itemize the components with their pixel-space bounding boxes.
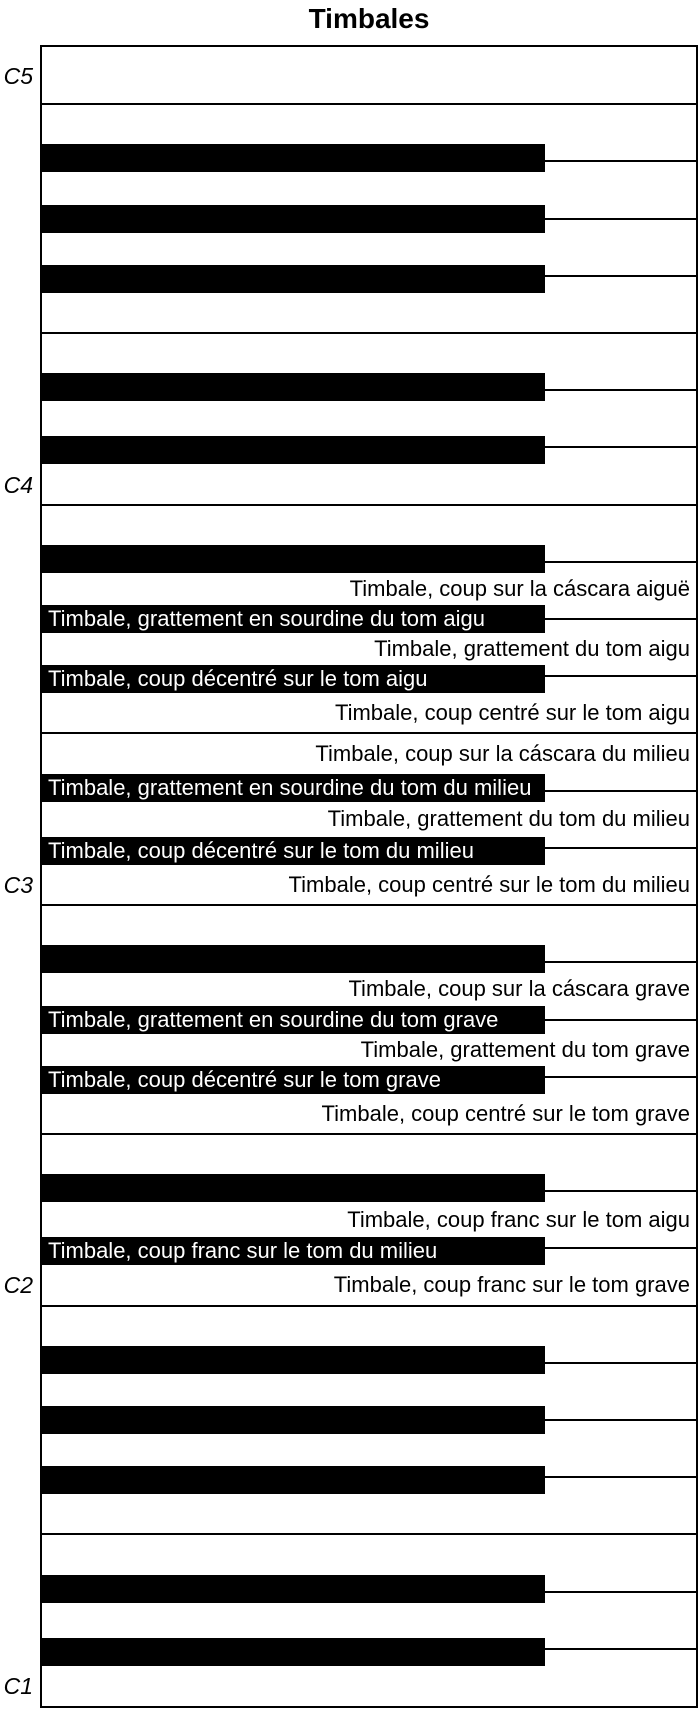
key-A-sharp-3 (40, 545, 545, 573)
key-label-G2: Timbale, grattement du tom grave (360, 1036, 690, 1062)
key-G-sharp-4 (40, 205, 545, 233)
key-C-sharp-1 (40, 1638, 545, 1666)
key-label-D3: Timbale, grattement du tom du milieu (327, 806, 690, 832)
key-C5 (42, 47, 696, 104)
key-label-D-sharp-3: Timbale, grattement en sourdine du tom du milieu (48, 774, 532, 800)
key-C-sharp-2 (40, 1237, 545, 1265)
key-boundary-line (42, 1133, 696, 1135)
key-boundary-line (42, 732, 696, 734)
key-label-G-sharp-3: Timbale, grattement en sourdine du tom aigu (48, 606, 485, 632)
key-boundary-line (42, 504, 696, 506)
key-G-sharp-3 (40, 605, 545, 633)
key-label-C2: Timbale, coup franc sur le tom grave (333, 1272, 690, 1298)
key-label-G3: Timbale, grattement du tom aigu (374, 636, 690, 662)
keyboard-diagram (40, 45, 698, 1708)
key-F-sharp-2 (40, 1066, 545, 1094)
key-label-G-sharp-2: Timbale, grattement en sourdine du tom grave (48, 1006, 499, 1032)
key-label-F-sharp-3: Timbale, coup décentré sur le tom aigu (48, 666, 428, 692)
key-A-sharp-2 (40, 945, 545, 973)
octave-marker-C4: C4 (3, 471, 33, 498)
key-label-C-sharp-2: Timbale, coup franc sur le tom du milieu (48, 1238, 438, 1264)
key-D-sharp-1 (40, 1575, 545, 1603)
key-D-sharp-4 (40, 373, 545, 401)
key-label-F3: Timbale, coup centré sur le tom aigu (334, 700, 690, 726)
key-label-F2: Timbale, coup centré sur le tom grave (321, 1100, 690, 1126)
octave-marker-C1: C1 (3, 1672, 33, 1699)
key-F-sharp-4 (40, 265, 545, 293)
key-label-F-sharp-2: Timbale, coup décentré sur le tom grave (48, 1066, 441, 1092)
key-boundary-line (42, 904, 696, 906)
key-F-sharp-3 (40, 665, 545, 693)
octave-marker-C2: C2 (3, 1272, 33, 1299)
key-A-sharp-1 (40, 1346, 545, 1374)
figure-title: Timbales (308, 3, 430, 34)
octave-marker-C5: C5 (3, 62, 33, 89)
key-boundary-line (42, 1305, 696, 1307)
key-label-C-sharp-3: Timbale, coup décentré sur le tom du milieu (48, 837, 474, 863)
key-G-sharp-1 (40, 1406, 545, 1434)
key-G-sharp-2 (40, 1006, 545, 1034)
key-boundary-line (42, 1533, 696, 1535)
key-A-sharp-4 (40, 144, 545, 172)
key-label-D2: Timbale, coup franc sur le tom aigu (347, 1206, 690, 1232)
key-D-sharp-3 (40, 774, 545, 802)
key-D-sharp-2 (40, 1174, 545, 1202)
key-label-E3: Timbale, coup sur la cáscara du milieu (315, 740, 690, 766)
key-label-A3: Timbale, coup sur la cáscara aiguë (349, 575, 690, 601)
key-C-sharp-4 (40, 436, 545, 464)
key-label-C3: Timbale, coup centré sur le tom du milieu (288, 872, 690, 897)
key-C-sharp-3 (40, 837, 545, 865)
octave-marker-C3: C3 (3, 872, 33, 898)
key-boundary-line (42, 103, 696, 105)
key-F-sharp-1 (40, 1466, 545, 1494)
key-boundary-line (42, 332, 696, 334)
key-label-A2: Timbale, coup sur la cáscara grave (348, 976, 690, 1002)
